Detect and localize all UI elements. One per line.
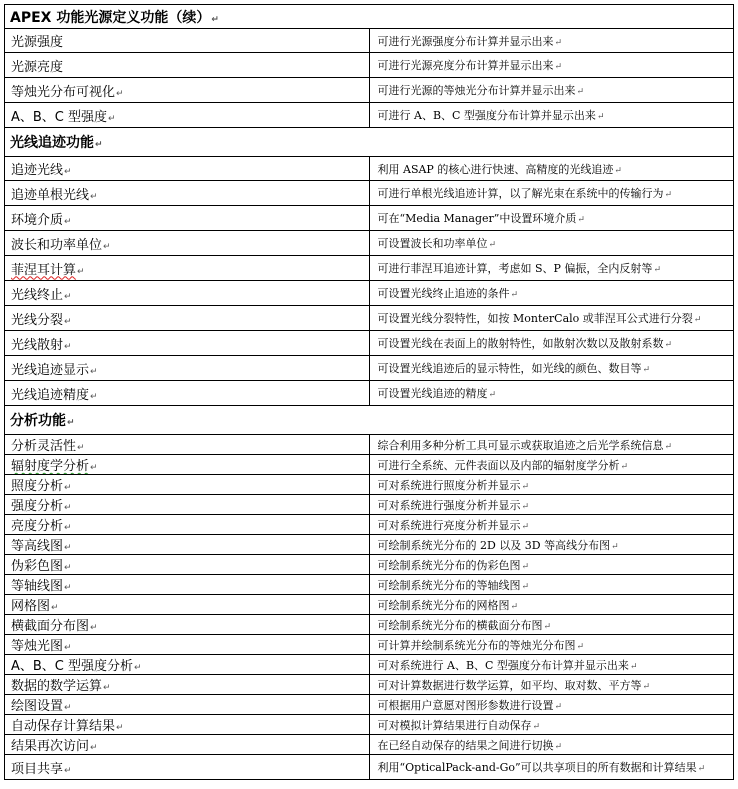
return-mark-icon: ↵: [51, 603, 59, 613]
return-mark-icon: ↵: [576, 87, 585, 97]
return-mark-icon: ↵: [532, 721, 541, 732]
return-mark-icon: ↵: [64, 523, 72, 533]
return-mark-icon: ↵: [64, 703, 72, 713]
return-mark-icon: ↵: [697, 764, 706, 774]
table-row: [5, 755, 734, 780]
feature-name: A、B、C 型强度↵: [5, 103, 370, 128]
return-mark-icon: ↵: [64, 316, 72, 327]
return-mark-icon: ↵: [620, 461, 629, 472]
return-mark-icon: ↵: [90, 366, 98, 377]
table-row: [5, 555, 734, 575]
feature-desc: 可对系统进行 A、B、C 型强度分布计算并显示出来↵: [369, 655, 734, 675]
feature-desc: 可对系统进行照度分析并显示↵: [369, 475, 734, 495]
table-row: [5, 595, 734, 615]
return-mark-icon: ↵: [108, 113, 116, 124]
return-mark-icon: ↵: [211, 14, 219, 25]
table-row: [5, 735, 734, 755]
return-mark-icon: ↵: [64, 216, 72, 227]
table-row: [5, 715, 734, 735]
table-row: [5, 281, 734, 306]
feature-name: 数据的数学运算↵: [5, 675, 370, 695]
feature-desc: 可对计算数据进行数学运算，如平均、取对数、平方等↵: [369, 675, 734, 695]
feature-name: 网格图↵: [5, 595, 370, 615]
feature-name: 光源亮度: [5, 53, 370, 78]
feature-name: 强度分析↵: [5, 495, 370, 515]
feature-name: 横截面分布图↵: [5, 615, 370, 635]
feature-desc: 可设置光线终止追迹的条件↵: [369, 281, 734, 306]
feature-desc: 可进行光源强度分布计算并显示出来↵: [369, 29, 734, 53]
return-mark-icon: ↵: [521, 581, 530, 592]
return-mark-icon: ↵: [103, 241, 111, 252]
feature-desc: 在已经自动保存的结果之间进行切换↵: [369, 735, 734, 755]
return-mark-icon: ↵: [116, 723, 124, 733]
feature-name: 波长和功率单位↵: [5, 231, 370, 256]
feature-name: 追迹单根光线↵: [5, 181, 370, 206]
feature-desc: 可根据用户意愿对图形参数进行设置↵: [369, 695, 734, 715]
feature-desc: 可对模拟计算结果进行自动保存↵: [369, 715, 734, 735]
return-mark-icon: ↵: [64, 291, 72, 302]
return-mark-icon: ↵: [116, 88, 124, 99]
table-row: [5, 615, 734, 635]
return-mark-icon: ↵: [67, 418, 75, 428]
feature-name: 亮度分析↵: [5, 515, 370, 535]
table-row: [5, 306, 734, 331]
return-mark-icon: ↵: [90, 623, 98, 633]
return-mark-icon: ↵: [103, 683, 111, 693]
feature-name: 绘图设置↵: [5, 695, 370, 715]
feature-name: 自动保存计算结果↵: [5, 715, 370, 735]
table-row: [5, 206, 734, 231]
return-mark-icon: ↵: [77, 443, 85, 453]
table-row: [5, 103, 734, 128]
section-header-row: [5, 406, 734, 435]
return-mark-icon: ↵: [510, 290, 519, 300]
feature-desc: 可进行 A、B、C 型强度分布计算并显示出来↵: [369, 103, 734, 128]
table-row: [5, 535, 734, 555]
feature-desc: 可在“Media Manager”中设置环境介质↵: [369, 206, 734, 231]
return-mark-icon: ↵: [64, 643, 72, 653]
feature-desc: 可计算并绘制系统光分布的等烛光分布图↵: [369, 635, 734, 655]
feature-name: 菲涅耳计算↵: [5, 256, 370, 281]
feature-desc: 可进行菲涅耳追迹计算，考虑如 S、P 偏振，全内反射等↵: [369, 256, 734, 281]
return-mark-icon: ↵: [488, 240, 497, 250]
section-title: 光线追迹功能↵: [5, 128, 734, 157]
return-mark-icon: ↵: [664, 340, 673, 350]
feature-name: 环境介质↵: [5, 206, 370, 231]
return-mark-icon: ↵: [642, 681, 651, 692]
return-mark-icon: ↵: [90, 463, 98, 473]
feature-desc: 可绘制系统光分布的等轴线图↵: [369, 575, 734, 595]
feature-name: 照度分析↵: [5, 475, 370, 495]
feature-name: 辐射度学分析↵: [5, 455, 370, 475]
feature-desc: 可绘制系统光分布的伪彩色图↵: [369, 555, 734, 575]
return-mark-icon: ↵: [629, 661, 638, 672]
feature-desc: 利用 ASAP 的核心进行快速、高精度的光线追迹↵: [369, 157, 734, 181]
feature-desc: 可绘制系统光分布的 2D 以及 3D 等高线分布图↵: [369, 535, 734, 555]
return-mark-icon: ↵: [596, 112, 605, 122]
return-mark-icon: ↵: [64, 583, 72, 593]
return-mark-icon: ↵: [90, 191, 98, 202]
return-mark-icon: ↵: [64, 503, 72, 513]
feature-desc: 可绘制系统光分布的横截面分布图↵: [369, 615, 734, 635]
table-row: [5, 655, 734, 675]
feature-name: 光源强度: [5, 29, 370, 53]
feature-desc: 可进行全系统、元件表面以及内部的辐射度学分析↵: [369, 455, 734, 475]
feature-desc: 可进行光源亮度分布计算并显示出来↵: [369, 53, 734, 78]
return-mark-icon: ↵: [95, 140, 103, 150]
return-mark-icon: ↵: [521, 481, 530, 492]
return-mark-icon: ↵: [554, 37, 563, 48]
return-mark-icon: ↵: [576, 641, 585, 652]
section-title: APEX 功能光源定义功能（续）↵: [5, 5, 734, 29]
return-mark-icon: ↵: [64, 341, 72, 352]
return-mark-icon: ↵: [642, 365, 651, 375]
table-row: [5, 695, 734, 715]
return-mark-icon: ↵: [653, 265, 661, 275]
feature-desc: 利用“OpticalPack-and-Go”可以共享项目的所有数据和计算结果↵: [369, 755, 734, 780]
return-mark-icon: ↵: [488, 390, 497, 400]
table-row: [5, 157, 734, 181]
feature-name: 分析灵活性↵: [5, 435, 370, 455]
return-mark-icon: ↵: [543, 621, 552, 632]
return-mark-icon: ↵: [90, 391, 98, 402]
return-mark-icon: ↵: [664, 190, 673, 200]
table-row: [5, 381, 734, 406]
table-row: [5, 635, 734, 655]
return-mark-icon: ↵: [77, 266, 85, 277]
return-mark-icon: ↵: [134, 663, 142, 673]
feature-table: [4, 4, 734, 780]
table-row: [5, 78, 734, 103]
table-row: [5, 495, 734, 515]
return-mark-icon: ↵: [521, 501, 530, 512]
feature-desc: 可设置波长和功率单位↵: [369, 231, 734, 256]
feature-name: 等烛光分布可视化↵: [5, 78, 370, 103]
return-mark-icon: ↵: [554, 62, 563, 72]
table-row: [5, 675, 734, 695]
section-title: 分析功能↵: [5, 406, 734, 435]
return-mark-icon: ↵: [664, 441, 673, 452]
feature-desc: 可设置光线分裂特性，如按 MonterCalo 或菲涅耳公式进行分裂↵: [369, 306, 734, 331]
feature-name: 光线散射↵: [5, 331, 370, 356]
feature-name: 等轴线图↵: [5, 575, 370, 595]
feature-name: 光线分裂↵: [5, 306, 370, 331]
feature-name: A、B、C 型强度分析↵: [5, 655, 370, 675]
table-row: [5, 455, 734, 475]
return-mark-icon: ↵: [554, 741, 563, 752]
table-row: [5, 331, 734, 356]
return-mark-icon: ↵: [521, 561, 530, 572]
return-mark-icon: ↵: [64, 483, 72, 493]
feature-name: 等烛光图↵: [5, 635, 370, 655]
feature-desc: 可进行光源的等烛光分布计算并显示出来↵: [369, 78, 734, 103]
feature-desc: 可对系统进行强度分析并显示↵: [369, 495, 734, 515]
feature-name: 伪彩色图↵: [5, 555, 370, 575]
return-mark-icon: ↵: [510, 601, 519, 612]
table-row: [5, 256, 734, 281]
return-mark-icon: ↵: [64, 765, 72, 776]
feature-name: 追迹光线↵: [5, 157, 370, 181]
feature-name: 光线追迹显示↵: [5, 356, 370, 381]
table-row: [5, 475, 734, 495]
return-mark-icon: ↵: [577, 215, 585, 225]
return-mark-icon: ↵: [64, 167, 72, 177]
feature-name: 项目共享↵: [5, 755, 370, 780]
return-mark-icon: ↵: [90, 743, 98, 753]
table-row: [5, 356, 734, 381]
table-row: [5, 53, 734, 78]
section-header-row: [5, 5, 734, 29]
return-mark-icon: ↵: [64, 543, 72, 553]
feature-table-document: [4, 4, 734, 780]
section-header-row: [5, 128, 734, 157]
table-row: [5, 181, 734, 206]
feature-desc: 可设置光线在表面上的散射特性，如散射次数以及散射系数↵: [369, 331, 734, 356]
table-row: [5, 575, 734, 595]
feature-name: 光线终止↵: [5, 281, 370, 306]
feature-name: 光线追迹精度↵: [5, 381, 370, 406]
feature-desc: 可设置光线追迹后的显示特性，如光线的颜色、数目等↵: [369, 356, 734, 381]
table-row: [5, 29, 734, 53]
feature-desc: 综合利用多种分析工具可显示或获取追迹之后光学系统信息↵: [369, 435, 734, 455]
return-mark-icon: ↵: [554, 701, 563, 712]
feature-desc: 可进行单根光线追迹计算，以了解光束在系统中的传输行为↵: [369, 181, 734, 206]
return-mark-icon: ↵: [614, 165, 622, 176]
return-mark-icon: ↵: [521, 521, 530, 532]
feature-name: 结果再次访问↵: [5, 735, 370, 755]
table-row: [5, 515, 734, 535]
feature-desc: 可对系统进行亮度分析并显示↵: [369, 515, 734, 535]
feature-desc: 可绘制系统光分布的网格图↵: [369, 595, 734, 615]
return-mark-icon: ↵: [693, 315, 702, 325]
table-row: [5, 231, 734, 256]
feature-desc: 可设置光线追迹的精度↵: [369, 381, 734, 406]
return-mark-icon: ↵: [611, 541, 619, 552]
return-mark-icon: ↵: [64, 563, 72, 573]
table-row: [5, 435, 734, 455]
feature-name: 等高线图↵: [5, 535, 370, 555]
